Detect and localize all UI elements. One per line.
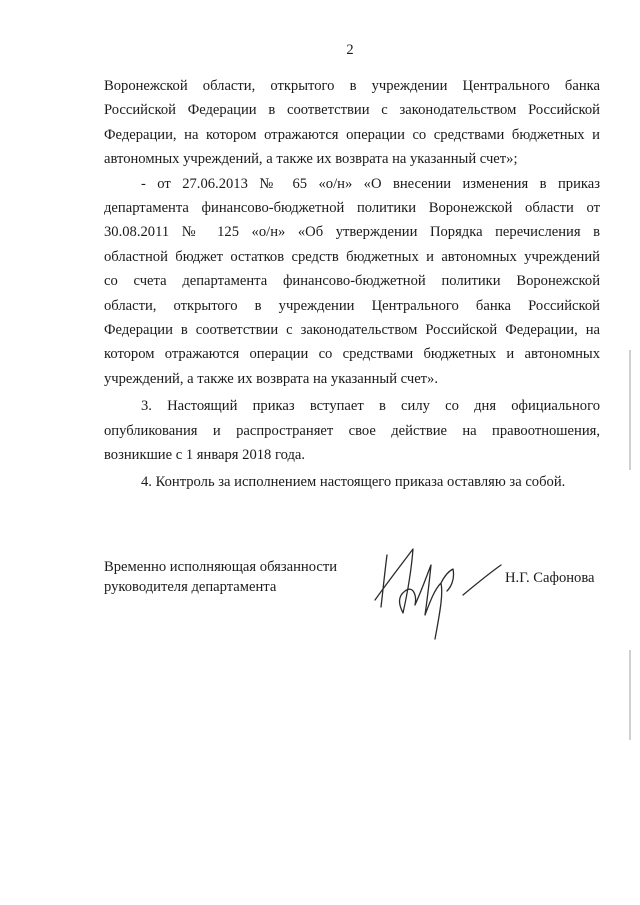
body-text-line: 30.08.2011 № 125 «о/н» «Об утверждении Порядка перечисления в: [104, 224, 600, 241]
body-text-line: Федерации в соответствии с законодательством Российской Федерации, на: [104, 322, 600, 338]
body-text-line: Воронежской области, открытого в учреждении Центрального банка: [104, 78, 600, 94]
signer-name: Н.Г. Сафонова: [505, 570, 595, 586]
body-text-line: 3. Настоящий приказ вступает в силу со дня официального: [141, 398, 600, 415]
body-text-line: опубликования и распространяет свое действие на правоотношения,: [104, 422, 600, 439]
handwritten-signature: [365, 535, 505, 640]
scan-edge-mark: [629, 350, 631, 470]
body-text-line: области, открытого в учреждении Центрального банка Российской: [104, 297, 600, 314]
signer-position-line-1: Временно исполняющая обязанности: [104, 559, 338, 575]
body-text-line: Российской Федерации в соответствии с законодательством Российской: [104, 102, 600, 119]
body-text-line: 4. Контроль за исполнением настоящего приказа оставляю за собой.: [141, 474, 566, 491]
body-text-line: учреждений, а также их возврата на указанный счет».: [104, 370, 438, 387]
body-text-line: котором отражаются операции со средствами бюджетных и автономных: [104, 346, 600, 363]
signer-position-line-2: руководителя департамента: [104, 579, 277, 595]
body-text-line: - от 27.06.2013 № 65 «о/н» «О внесении изменения в приказ: [141, 175, 600, 192]
body-text-line: областной бюджет остатков средств бюджетных и автономных учреждений: [104, 248, 600, 265]
body-text-line: со счета департамента финансово-бюджетной политики Воронежской: [104, 273, 600, 290]
body-text-line: Федерации, на котором отражаются операции со средствами бюджетных и: [104, 126, 600, 143]
body-text-line: автономных учреждений, а также их возврата на указанный счет»;: [104, 151, 518, 168]
body-text-line: возникшие с 1 января 2018 года.: [104, 447, 306, 463]
page-number: 2: [346, 42, 354, 58]
scan-edge-mark: [629, 650, 631, 740]
body-text-line: департамента финансово-бюджетной политики Воронежской области от: [104, 200, 600, 216]
